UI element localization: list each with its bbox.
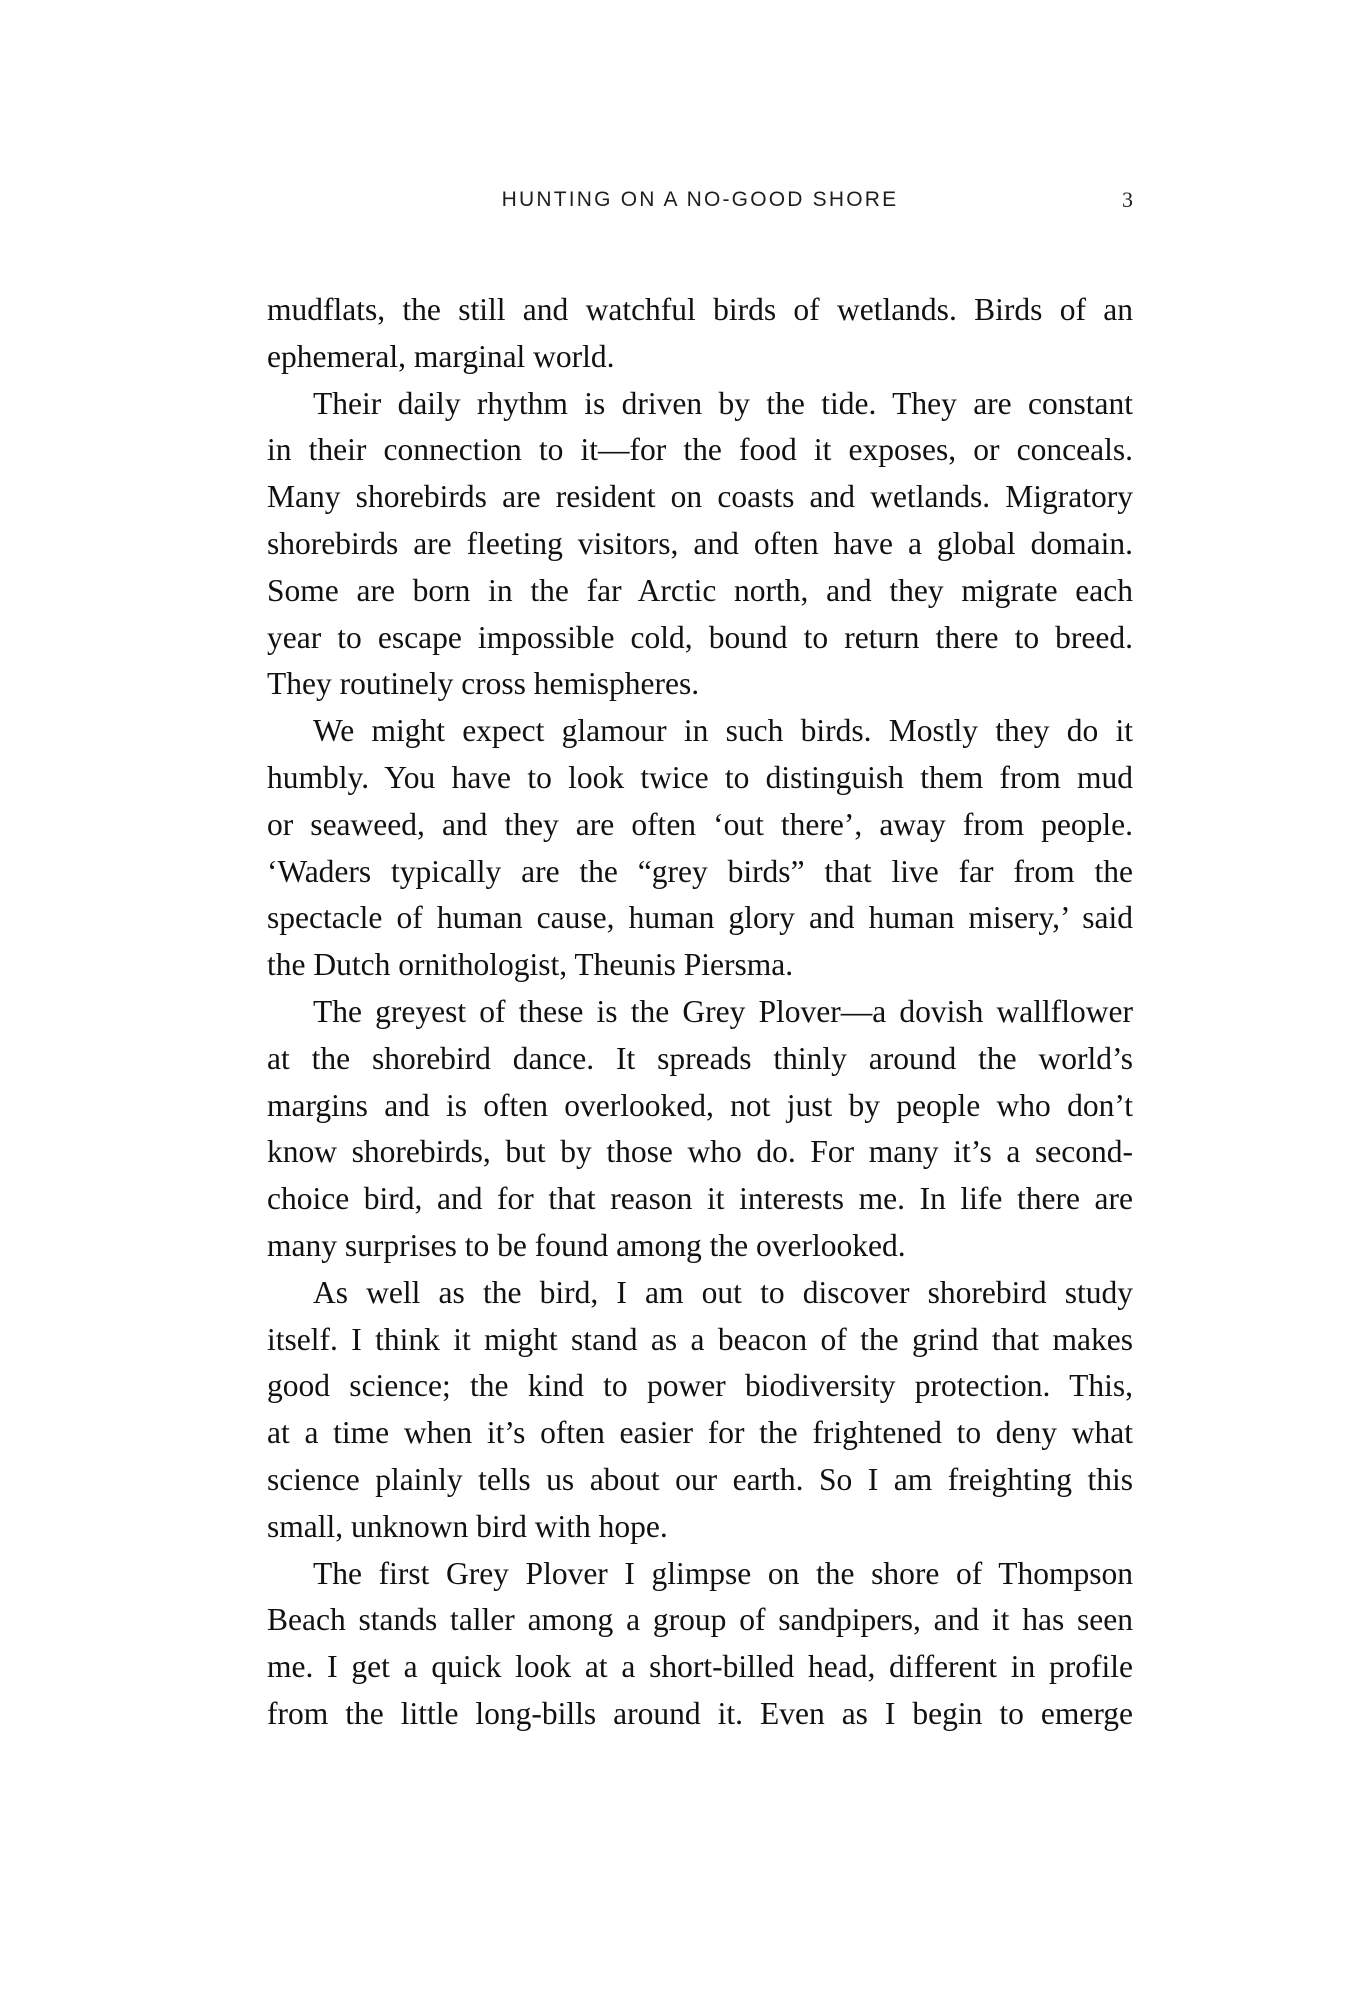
text-line: year to escape impossible cold, bound to return there to breed. xyxy=(267,619,1133,655)
text-line: choice bird, and for that reason it interests me. In life there are xyxy=(267,1181,1133,1217)
text-line: ‘Waders typically are the “grey birds” that live far from the xyxy=(267,853,1133,889)
running-title: HUNTING ON A NO-GOOD SHORE xyxy=(501,188,899,211)
running-head xyxy=(267,184,1133,216)
text-line: me. I get a quick look at a short-billed head, different in profile xyxy=(267,1649,1133,1685)
text-line: spectacle of human cause, human glory and human misery,’ said xyxy=(267,900,1133,936)
text-line: science plainly tells us about our earth. So I am freighting this xyxy=(267,1461,1133,1497)
paragraph xyxy=(267,708,1133,989)
paragraph xyxy=(267,1551,1133,1738)
text-line: know shorebirds, but by those who do. For many it’s a second- xyxy=(267,1134,1133,1170)
text-line: Their daily rhythm is driven by the tide. They are constant xyxy=(313,385,1133,421)
text-line: or seaweed, and they are often ‘out there’, away from people. xyxy=(267,806,1133,842)
text-line: itself. I think it might stand as a beacon of the grind that makes xyxy=(267,1321,1133,1357)
text-line: The first Grey Plover I glimpse on the shore of Thompson xyxy=(313,1555,1133,1591)
text-line: small, unknown bird with hope. xyxy=(267,1508,668,1544)
text-line: good science; the kind to power biodiversity protection. This, xyxy=(267,1368,1133,1404)
text-line: many surprises to be found among the overlooked. xyxy=(267,1227,906,1263)
text-line: They routinely cross hemispheres. xyxy=(267,666,700,702)
paragraph xyxy=(267,287,1133,381)
text-line: mudflats, the still and watchful birds of wetlands. Birds of an xyxy=(267,292,1133,327)
text-line: margins and is often overlooked, not just by people who don’t xyxy=(267,1087,1133,1123)
text-line: humbly. You have to look twice to distinguish them from mud xyxy=(267,759,1133,795)
paragraph xyxy=(267,989,1133,1270)
text-line: from the little long-bills around it. Even as I begin to emerge xyxy=(267,1695,1133,1731)
paragraph xyxy=(267,381,1133,709)
text-line: the Dutch ornithologist, Theunis Piersma. xyxy=(267,947,794,983)
page-number: 3 xyxy=(1122,187,1133,212)
text-line: We might expect glamour in such birds. Mostly they do it xyxy=(313,713,1133,749)
text-line: Some are born in the far Arctic north, and they migrate each xyxy=(267,572,1133,608)
text-line: ephemeral, marginal world. xyxy=(267,338,615,374)
text-line: As well as the bird, I am out to discover shorebird study xyxy=(313,1274,1133,1310)
text-line: Many shorebirds are resident on coasts and wetlands. Migratory xyxy=(267,479,1133,515)
text-line: shorebirds are fleeting visitors, and often have a global domain. xyxy=(267,525,1133,561)
text-line: in their connection to it—for the food it exposes, or conceals. xyxy=(267,432,1133,468)
text-line: at the shorebird dance. It spreads thinly around the world’s xyxy=(267,1040,1133,1076)
paragraph xyxy=(267,1270,1133,1551)
text-line: The greyest of these is the Grey Plover—a dovish wallflower xyxy=(313,993,1133,1029)
body-text xyxy=(267,287,1133,1738)
text-line: at a time when it’s often easier for the frightened to deny what xyxy=(267,1415,1133,1451)
text-line: Beach stands taller among a group of sandpipers, and it has seen xyxy=(267,1602,1133,1638)
